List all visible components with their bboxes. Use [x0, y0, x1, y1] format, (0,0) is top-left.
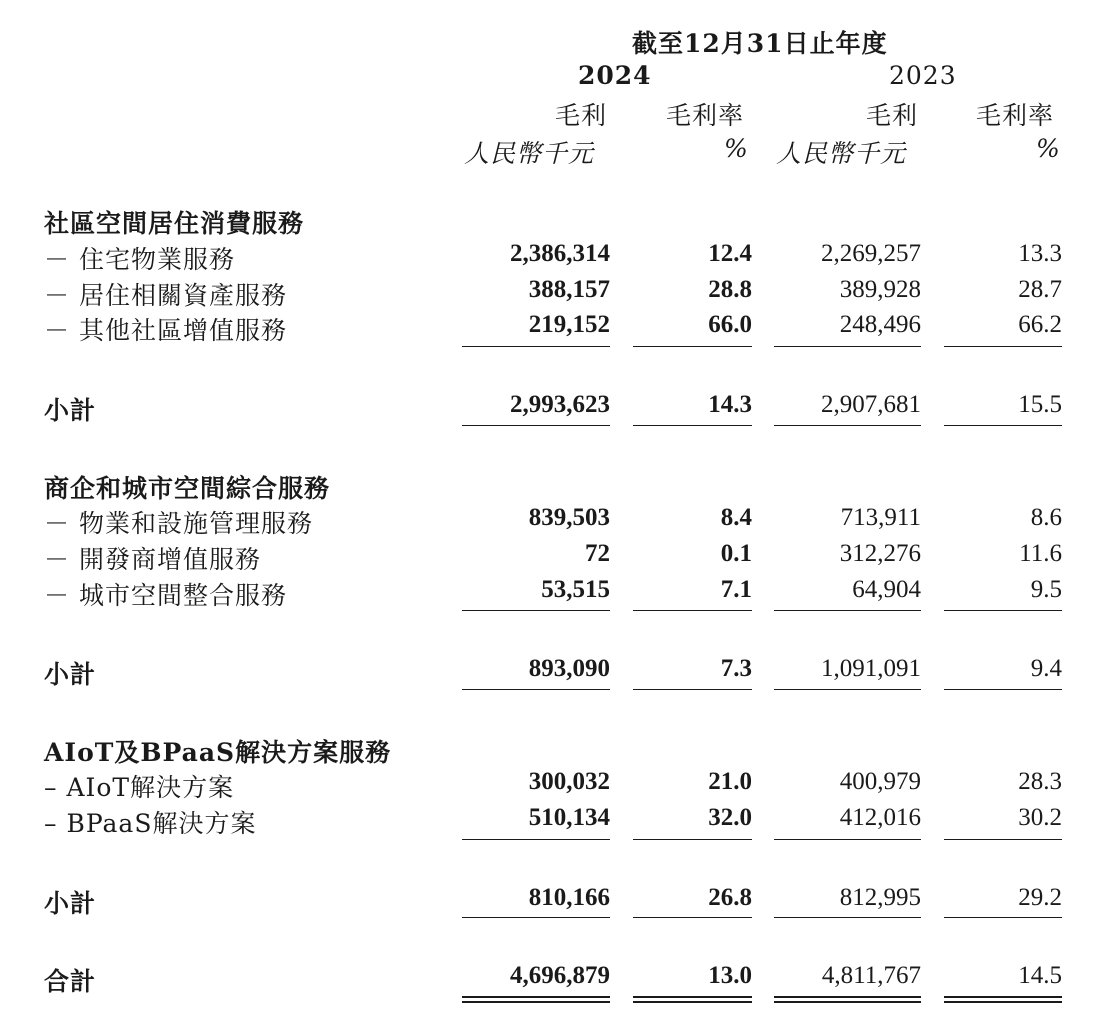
rule: [944, 689, 1062, 690]
gm-2024: 8.4: [720, 504, 752, 531]
gp-2023: 2,907,681: [821, 391, 921, 418]
period-heading: 截至12月31日止年度: [632, 29, 888, 58]
gm-2024: 21.0: [708, 768, 752, 795]
gp-2024: 72: [585, 540, 610, 567]
rule: [462, 917, 610, 918]
rule: [774, 839, 921, 840]
gm-2023: 28.3: [1018, 768, 1062, 795]
row-label: － 住宅物業服務: [44, 245, 235, 274]
rule: [462, 839, 610, 840]
year-2024-heading: 2024: [578, 61, 652, 90]
gp-2024: 53,515: [541, 576, 610, 603]
row-label: － 開發商增值服務: [44, 545, 261, 574]
unit-pct-2023: %: [1036, 134, 1061, 163]
unit-rmb-2024: 人民幣千元: [464, 139, 595, 168]
row-label: － 其他社區增值服務: [44, 316, 287, 345]
row-label: – BPaaS解決方案: [44, 809, 257, 838]
subtotal-label: 小計: [44, 889, 97, 918]
rule: [944, 346, 1062, 347]
row-label: － 居住相關資產服務: [44, 281, 287, 310]
gp-2024: 388,157: [528, 276, 610, 303]
gm-2024: 12.4: [708, 240, 752, 267]
rule: [944, 839, 1062, 840]
gp-2024: 2,993,623: [510, 391, 610, 418]
col-gross-profit-2023: 毛利: [866, 101, 919, 130]
rule: [774, 689, 921, 690]
rule: [633, 425, 752, 426]
year-2023-heading: 2023: [889, 61, 957, 90]
rule: [462, 346, 610, 347]
gm-2024: 7.1: [720, 576, 752, 603]
gm-2024: 66.0: [708, 311, 752, 338]
gp-2024: 300,032: [528, 768, 610, 795]
gm-2023: 30.2: [1018, 804, 1062, 831]
row-label: － 城市空間整合服務: [44, 581, 287, 610]
rule: [944, 610, 1062, 611]
gm-2023: 28.7: [1018, 276, 1062, 303]
rule: [633, 839, 752, 840]
subtotal-label: 小計: [44, 396, 97, 425]
gm-2023: 13.3: [1018, 240, 1062, 267]
gp-2024: 839,503: [528, 504, 610, 531]
rule: [774, 917, 921, 918]
gm-2024: 14.3: [708, 391, 752, 418]
gm-2024: 7.3: [720, 655, 752, 682]
unit-rmb-2023: 人民幣千元: [776, 139, 907, 168]
rule: [944, 425, 1062, 426]
gp-2023: 389,928: [839, 276, 921, 303]
double-rule: [774, 996, 921, 1003]
rule: [633, 610, 752, 611]
gm-2024: 26.8: [708, 884, 752, 911]
gp-2024: 510,134: [528, 804, 610, 831]
rule: [462, 425, 610, 426]
gp-2024: 893,090: [528, 655, 610, 682]
col-margin-2024: 毛利率: [666, 101, 745, 130]
section-title: AIoT及BPaaS解決方案服務: [44, 738, 392, 767]
double-rule: [633, 996, 752, 1003]
gm-2024: 32.0: [708, 804, 752, 831]
rule: [774, 346, 921, 347]
total-gm-2023: 14.5: [1018, 962, 1062, 989]
gp-2023: 1,091,091: [821, 655, 921, 682]
section-title: 商企和城市空間綜合服務: [44, 474, 331, 503]
double-rule: [462, 996, 610, 1003]
total-label: 合計: [44, 967, 97, 996]
gm-2023: 66.2: [1018, 311, 1062, 338]
section-title: 社區空間居住消費服務: [44, 209, 305, 238]
col-gross-profit-2024: 毛利: [555, 101, 608, 130]
row-label: － 物業和設施管理服務: [44, 509, 313, 538]
gp-2023: 2,269,257: [821, 240, 921, 267]
gm-2023: 15.5: [1018, 391, 1062, 418]
rule: [774, 425, 921, 426]
unit-pct-2024: %: [724, 134, 749, 163]
row-label: – AIoT解決方案: [44, 773, 235, 802]
gm-2023: 29.2: [1018, 884, 1062, 911]
gp-2023: 713,911: [840, 504, 921, 531]
gm-2024: 0.1: [720, 540, 752, 567]
gm-2023: 9.5: [1030, 576, 1062, 603]
gm-2023: 8.6: [1030, 504, 1062, 531]
rule: [633, 917, 752, 918]
rule: [462, 689, 610, 690]
double-rule: [944, 996, 1062, 1003]
gp-2024: 2,386,314: [510, 240, 610, 267]
col-margin-2023: 毛利率: [976, 101, 1055, 130]
total-gp-2023: 4,811,767: [821, 962, 921, 989]
gp-2023: 812,995: [839, 884, 921, 911]
rule: [944, 917, 1062, 918]
subtotal-label: 小計: [44, 660, 97, 689]
gm-2024: 28.8: [708, 276, 752, 303]
gp-2023: 248,496: [839, 311, 921, 338]
gm-2023: 11.6: [1019, 540, 1062, 567]
gm-2023: 9.4: [1030, 655, 1062, 682]
total-gp-2024: 4,696,879: [510, 962, 610, 989]
rule: [774, 610, 921, 611]
rule: [633, 689, 752, 690]
gp-2024: 219,152: [528, 311, 610, 338]
rule: [633, 346, 752, 347]
gp-2023: 64,904: [852, 576, 921, 603]
gp-2023: 412,016: [839, 804, 921, 831]
gp-2023: 312,276: [839, 540, 921, 567]
gp-2024: 810,166: [528, 884, 610, 911]
rule: [462, 610, 610, 611]
gp-2023: 400,979: [839, 768, 921, 795]
total-gm-2024: 13.0: [708, 962, 752, 989]
